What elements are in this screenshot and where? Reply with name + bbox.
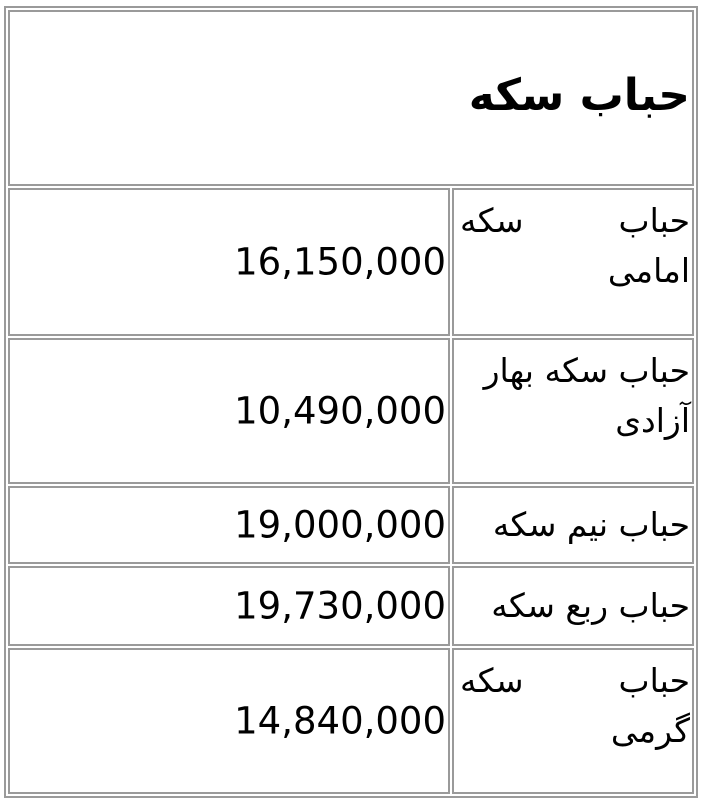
row-value: 16,150,000 (234, 240, 446, 284)
coin-bubble-table (4, 6, 698, 798)
table-row-value-cell (8, 486, 450, 564)
table-title: حباب سکه (468, 70, 690, 121)
row-value: 10,490,000 (234, 389, 446, 433)
table-row-label-cell (452, 648, 694, 794)
row-label: حباب نیم سکه (492, 505, 690, 544)
table-row-value-cell (8, 338, 450, 484)
row-label: حباب سکه گرمی (460, 661, 690, 750)
row-label: حباب ربع سکه (491, 586, 690, 625)
table-title-cell (8, 10, 694, 186)
row-value: 19,730,000 (234, 584, 446, 628)
row-label: حباب سکه بهار آزادی (483, 351, 690, 440)
table-row-value-cell (8, 188, 450, 336)
table-row-label-cell (452, 338, 694, 484)
row-label: حباب سکه امامی (460, 201, 690, 290)
table-row-label-cell (452, 188, 694, 336)
table-row-value-cell (8, 566, 450, 646)
table-row-value-cell (8, 648, 450, 794)
table-row-label-cell (452, 486, 694, 564)
row-value: 14,840,000 (234, 699, 446, 743)
row-value: 19,000,000 (234, 503, 446, 547)
table-row-label-cell (452, 566, 694, 646)
